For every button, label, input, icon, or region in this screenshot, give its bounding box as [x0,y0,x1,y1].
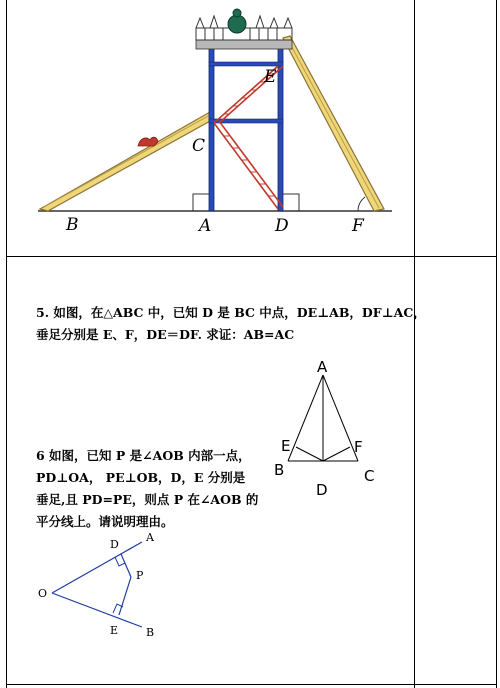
angle-label-e: E [110,624,119,637]
triangle-label-b: B [274,461,285,479]
problem6-line4: 平分线上。请说明理由。 [36,514,174,529]
frame-row-divider [6,256,496,257]
angle-label-b: B [146,626,155,639]
slide-illustration [0,0,414,250]
angle-label-d: D [110,538,119,551]
triangle-label-c: C [364,467,375,485]
angle-label-o: O [38,587,48,600]
problem6-line3: 垂足,且 PD=PE，则点 P 在∠AOB 的 [36,492,259,507]
frame-bottom-border [6,684,496,685]
tower-platform [196,9,292,49]
angle-arc-f [358,197,365,211]
label-d: D [275,216,289,236]
triangle-label-a: A [317,358,328,376]
triangle-label-d: D [316,481,328,499]
angle-figure [30,525,170,650]
child-figure [138,137,158,146]
frame-column-divider [414,0,415,688]
problem5-line2: 垂足分别是 E、F，DE＝DF. 求证：AB=AC [36,327,295,342]
problem6-line2: PD⊥OA， PE⊥OB，D，E 分别是 [36,470,246,485]
triangle-label-f: F [354,438,363,456]
staircase [214,66,283,209]
angle-label-p: P [136,569,144,582]
triangle-label-e: E [281,437,291,455]
right-angle-mark-d [283,194,299,211]
label-f: F [352,216,364,236]
right-angle-mark-a [193,194,209,211]
label-a: A [199,216,212,236]
triangle-figure [270,355,410,505]
problem5-line1: 5. 如图，在△ABC 中，已知 D 是 BC 中点，DE⊥AB，DF⊥AC， [36,305,426,320]
label-b: B [66,215,79,235]
label-e: E [264,67,277,87]
frame-right-border [496,0,497,688]
label-c: C [192,136,206,156]
angle-label-a: A [146,531,154,544]
problem6-line1: 6 如图，已知 P 是∠AOB 内部一点， [36,448,251,463]
